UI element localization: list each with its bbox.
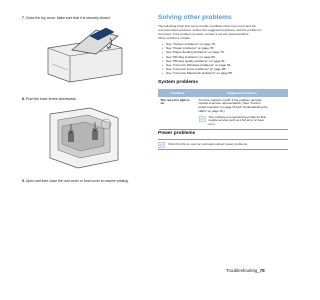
top-cover-illustration (40, 26, 128, 84)
intro-paragraph: The following chart lists some trouble conditions that may occur and the recommended solutions. Follow the suggested solutions until the problem is corrected. If the problem persists, contact a service representative. Other problems include: (158, 24, 262, 41)
note-icon (158, 142, 165, 148)
header-solutions: Suggested solutions (197, 90, 288, 97)
link-power-problems[interactable]: • See "Power problems" on page 78. (162, 46, 233, 50)
power-animation-link[interactable]: Click this link to open an animation about power problems. (168, 141, 248, 146)
note: The machine is experiencing problems that require service such as LSU error or fuser error. (199, 116, 286, 127)
problem-links-list (162, 42, 233, 76)
step-text: Open and then close the rear cover or front cover to resume printing. (25, 179, 129, 183)
link-printing-quality-problems[interactable]: • See "Printing quality problems" on page 81. (162, 59, 233, 63)
table-header-row (159, 90, 288, 97)
page-footer (226, 268, 265, 273)
condition-cell: The red error light is on. (159, 97, 197, 130)
link-macintosh-problems[interactable]: • See "Common Macintosh problems" on page 85. (162, 71, 233, 75)
page-number: 78 (259, 268, 265, 273)
power-problems-title: Power problems (158, 131, 196, 136)
step-text: Push the fuser levers downwards. (25, 97, 77, 101)
link-linux-problems[interactable]: • See "Common Linux problems" on page 85. (162, 67, 233, 71)
system-problems-title: System problems (158, 80, 198, 85)
step-number: 9. (22, 179, 25, 183)
link-paper-feeding-problems[interactable]: • See "Paper feeding problems" on page 79. (162, 50, 233, 54)
system-problems-table (158, 89, 288, 130)
header-condition: Condition (159, 90, 197, 97)
solution-cell: Turn the machine on/off. If the problem persists, contact a service representative. (See "Control panel overview" on page 15 and "Understanding the LEDs" on page 19.) The machine is experiencing problems that require service such as LSU error or fuser error. (197, 97, 288, 130)
link-printing-problems[interactable]: • See "Printing problems" on page 80. (162, 55, 233, 59)
power-problems-note (158, 139, 288, 150)
footer-section: Troubleshooting_ (226, 268, 260, 273)
step-number: 7. (22, 16, 25, 20)
step-7 (22, 16, 110, 20)
link-windows-problems[interactable]: • See "Common Windows problems" on page 84. (162, 63, 233, 67)
step-text: Close the top cover. Make sure that it is securely closed. (25, 16, 111, 20)
step-number: 8. (22, 97, 25, 101)
fuser-levers-illustration (40, 104, 128, 170)
link-control-panel[interactable]: contact a service representative. (See "Control (198, 101, 261, 106)
note-icon (199, 116, 206, 122)
step-9 (22, 179, 129, 183)
section-title: Solving other problems (158, 14, 232, 21)
link-understanding-leds[interactable]: panel overview" on page 15 and "Understanding the (198, 105, 268, 110)
table-row (159, 97, 288, 130)
step-8 (22, 97, 77, 101)
link-system-problems[interactable]: • See "System problems" on page 78. (162, 42, 233, 46)
